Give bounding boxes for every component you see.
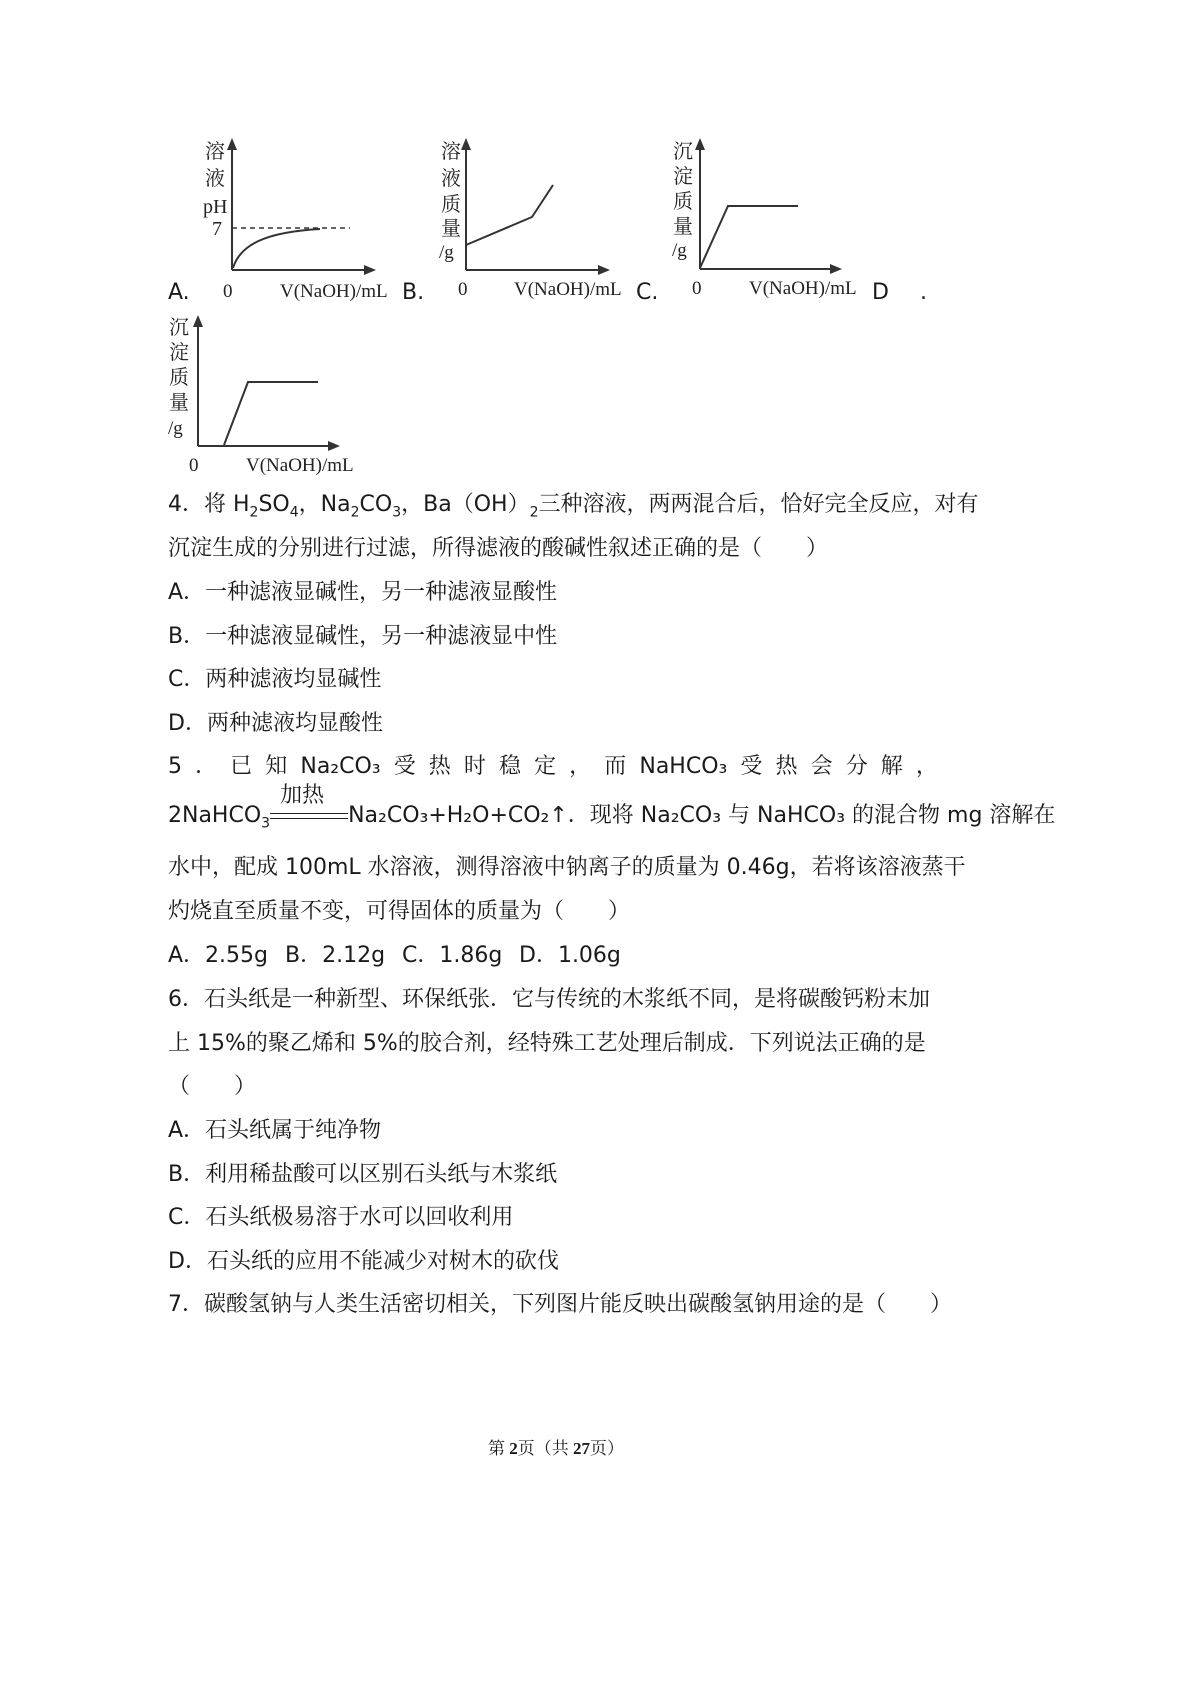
graph-d-origin: 0 bbox=[189, 455, 199, 476]
q4-option-b: B．一种滤液显碱性，另一种滤液显中性 bbox=[168, 624, 558, 649]
graph-b-x-arrow bbox=[598, 265, 610, 275]
graph-d-xlabel: V(NaOH)/mL bbox=[246, 455, 354, 476]
graph-b-origin: 0 bbox=[458, 279, 468, 300]
graph-c-y-arrow bbox=[695, 138, 705, 150]
q6-line-3: （ ） bbox=[168, 1074, 257, 1099]
choice-b-label: B. bbox=[402, 280, 425, 305]
q5-equation-line: 2NaHCO$_3$ 加热 Na₂CO₃+H₂O+CO₂↑．现将 Na₂CO₃ 与 NaHCO₃ 的混合物 mg 溶解在 bbox=[168, 783, 1056, 832]
graph-a-ylabel-3: pH bbox=[203, 196, 228, 218]
graph-c-ylabel-2: 淀 bbox=[673, 166, 693, 188]
graph-d-ylabel-5: /g bbox=[168, 418, 183, 439]
page-footer: 第 2页（共 27页） bbox=[488, 1439, 624, 1458]
graph-c-ylabel-4: 量 bbox=[673, 216, 693, 238]
q5-option-a: A．2.55g bbox=[168, 943, 268, 968]
q5-line-4: 灼烧直至质量不变，可得固体的质量为（ ） bbox=[168, 899, 631, 924]
q5-option-b: B．2.12g bbox=[285, 943, 386, 968]
graph-c bbox=[670, 135, 870, 305]
graph-a-ylabel-2: 液 bbox=[205, 168, 225, 190]
choice-c-label: C. bbox=[636, 280, 659, 305]
graph-b-curve bbox=[466, 185, 553, 245]
graph-c-ylabel-5: /g bbox=[672, 240, 687, 261]
graph-d bbox=[166, 312, 366, 482]
graph-c-ylabel-3: 质 bbox=[673, 191, 693, 213]
q6-option-d: D．石头纸的应用不能减少对树木的砍伐 bbox=[168, 1249, 559, 1274]
q6-line-2: 上 15%的聚乙烯和 5%的胶合剂，经特殊工艺处理后制成．下列说法正确的是 bbox=[168, 1031, 926, 1056]
q6-option-c: C．石头纸极易溶于水可以回收利用 bbox=[168, 1205, 514, 1230]
q5-option-d: D．1.06g bbox=[519, 943, 621, 968]
q6-line-1: 6．石头纸是一种新型、环保纸张．它与传统的木浆纸不同，是将碳酸钙粉末加 bbox=[168, 987, 930, 1012]
graph-a-origin: 0 bbox=[223, 281, 233, 302]
graph-d-y-arrow bbox=[193, 315, 203, 327]
graph-a-curve bbox=[233, 229, 320, 268]
q4-option-d: D．两种滤液均显酸性 bbox=[168, 711, 383, 736]
choice-d-dot: . bbox=[920, 280, 927, 305]
graph-b bbox=[436, 135, 636, 305]
graph-b-xlabel: V(NaOH)/mL bbox=[514, 279, 622, 300]
q5-option-c: C．1.86g bbox=[402, 943, 503, 968]
q7-line-1: 7．碳酸氢钠与人类生活密切相关，下列图片能反映出碳酸氢钠用途的是（ ） bbox=[168, 1292, 952, 1317]
q6-option-b: B．利用稀盐酸可以区别石头纸与木浆纸 bbox=[168, 1162, 558, 1187]
graph-b-y-arrow bbox=[461, 138, 471, 150]
graph-b-ylabel-1: 溶 bbox=[441, 141, 461, 163]
q4-option-a: A．一种滤液显碱性，另一种滤液显酸性 bbox=[168, 580, 558, 605]
graph-d-ylabel-2: 淀 bbox=[169, 342, 189, 364]
choice-a-label: A. bbox=[168, 280, 190, 305]
graph-d-ylabel-3: 质 bbox=[169, 367, 189, 389]
graph-a-x-arrow bbox=[364, 265, 376, 275]
footer-page-number: 2 bbox=[509, 1439, 518, 1458]
q5-line-1: 5 ． 已 知 Na₂CO₃ 受 热 时 稳 定 ， 而 NaHCO₃ 受 热 会 分 解 ， bbox=[168, 754, 938, 779]
graph-a-ylabel-1: 溶 bbox=[205, 141, 225, 163]
footer-total-pages: 27 bbox=[573, 1439, 590, 1458]
q4-line-1: 4．将 $H_2SO_4$，$Na_2CO_3$，$Ba(OH)_2$三种溶液，两两混合后，恰好完全反应，对有 bbox=[168, 492, 979, 521]
q4-line-2: 沉淀生成的分别进行过滤，所得滤液的酸碱性叙述正确的是（ ） bbox=[168, 536, 829, 561]
graph-c-xlabel: V(NaOH)/mL bbox=[749, 278, 857, 299]
graph-a-ytick-7: 7 bbox=[212, 218, 222, 240]
graph-a bbox=[200, 135, 400, 305]
graph-a-y-arrow bbox=[227, 138, 237, 150]
graph-d-x-arrow bbox=[328, 441, 340, 451]
graph-c-origin: 0 bbox=[692, 278, 702, 299]
graph-c-ylabel-1: 沉 bbox=[673, 141, 693, 163]
q5-heat-arrow bbox=[270, 783, 348, 831]
graph-b-ylabel-4: 量 bbox=[441, 218, 461, 240]
graph-c-x-arrow bbox=[830, 264, 842, 274]
q5-heat-condition: 加热 bbox=[280, 783, 325, 808]
choice-d-label: D bbox=[872, 280, 889, 305]
graph-b-ylabel-2: 液 bbox=[441, 168, 461, 190]
q6-option-a: A．石头纸属于纯净物 bbox=[168, 1118, 382, 1143]
graph-a-xlabel: V(NaOH)/mL bbox=[280, 281, 388, 302]
q5-line-3: 水中，配成 100mL 水溶液，测得溶液中钠离子的质量为 0.46g，若将该溶液蒸干 bbox=[168, 855, 966, 880]
graph-b-ylabel-3: 质 bbox=[441, 194, 461, 216]
graph-c-curve bbox=[700, 206, 798, 268]
graph-d-curve bbox=[224, 382, 318, 445]
graph-d-ylabel-4: 量 bbox=[169, 392, 189, 414]
q4-option-c: C．两种滤液均显碱性 bbox=[168, 667, 382, 692]
graph-b-ylabel-5: /g bbox=[439, 242, 454, 263]
graph-d-ylabel-1: 沉 bbox=[169, 317, 189, 339]
